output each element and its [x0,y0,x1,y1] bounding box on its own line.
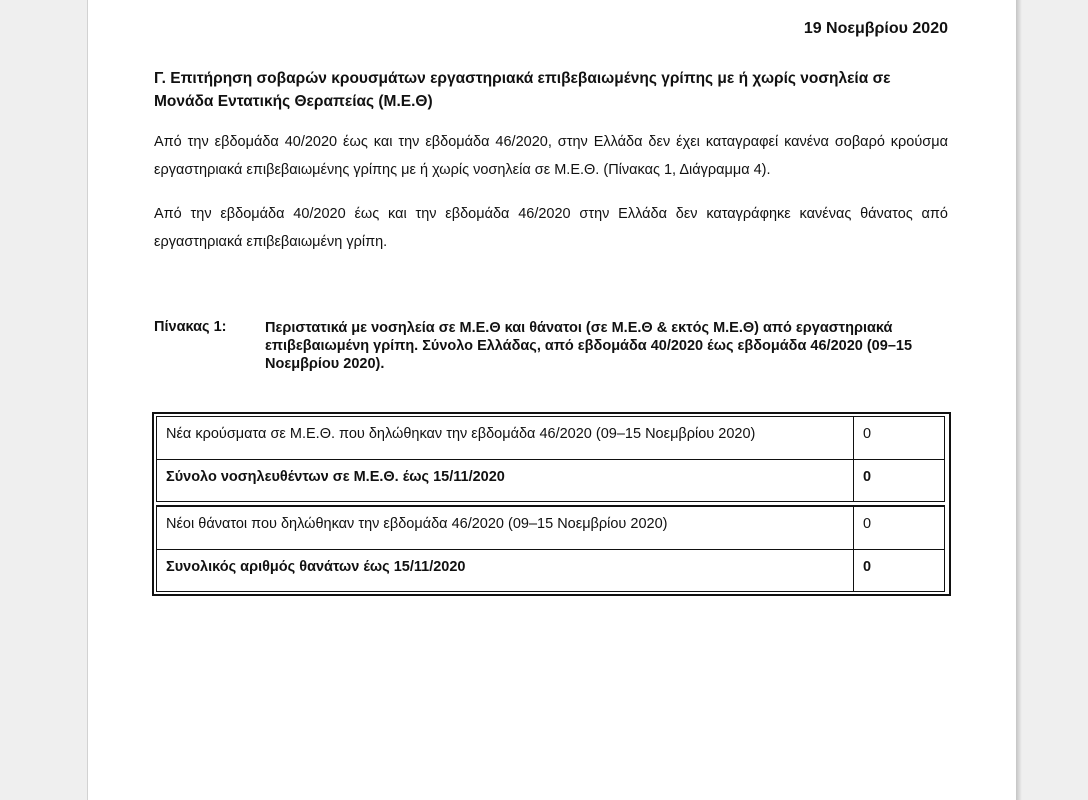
icu-deaths-table [152,412,951,596]
table-caption: Περιστατικά με νοσηλεία σε Μ.Ε.Θ και θάνατοι (σε Μ.Ε.Θ & εκτός Μ.Ε.Θ) από εργαστηριακά επιβεβαιωμένη γρίπη. Σύνολο Ελλάδας, από εβδομάδα 40/2020 έως εβδομάδα 46/2020 (09–15 Νοεμβρίου 2020). [265,320,913,372]
paragraph-icu-cases: Από την εβδομάδα 40/2020 έως και την εβδομάδα 46/2020, στην Ελλάδα δεν έχει καταγραφεί κανένα σοβαρό κρούσμα εργαστηριακά επιβεβαιωμένης γρίπης με ή χωρίς νοσηλεία σε Μ.Ε.Θ. (Πίνακας 1, Διάγραμμα 4). [154,134,948,178]
table-cell-label: Νέα κρούσματα σε Μ.Ε.Θ. που δηλώθηκαν την εβδομάδα 46/2020 (09–15 Νοεμβρίου 2020) [157,417,854,459]
table-cell-value: 0 [863,426,872,442]
document-page [88,0,1016,800]
table-row [157,549,944,592]
document-date: 19 Νοεμβρίου 2020 [803,20,948,37]
page-shadow [1016,0,1022,800]
table-cell-label: Σύνολο νοσηλευθέντων σε Μ.Ε.Θ. έως 15/11/2020 [157,460,854,502]
table-row [157,459,944,502]
table-row [157,417,944,459]
viewer-left-margin [0,0,88,800]
viewer-right-margin [1016,0,1088,800]
table-cell-value: 0 [863,558,872,575]
table-cell-value: 0 [863,516,872,532]
section-heading: Γ. Επιτήρηση σοβαρών κρουσμάτων εργαστηριακά επιβεβαιωμένης γρίπης με ή χωρίς νοσηλεία σε Μονάδα Εντατικής Θεραπείας (Μ.Ε.Θ) [154,70,891,110]
table-cell-value: 0 [863,468,872,485]
table-block-deaths [156,505,945,592]
table-cell-label: Συνολικός αριθμός θανάτων έως 15/11/2020 [157,550,854,592]
paragraph-deaths: Από την εβδομάδα 40/2020 έως και την εβδομάδα 46/2020 στην Ελλάδα δεν καταγράφηκε κανένας θάνατος από εργαστηριακά επιβεβαιωμένη γρίπη. [154,206,948,250]
table-block-icu [156,416,945,502]
table-label: Πίνακας 1: [154,319,227,335]
table-row [157,507,944,549]
table-cell-label: Νέοι θάνατοι που δηλώθηκαν την εβδομάδα 46/2020 (09–15 Νοεμβρίου 2020) [157,507,854,549]
